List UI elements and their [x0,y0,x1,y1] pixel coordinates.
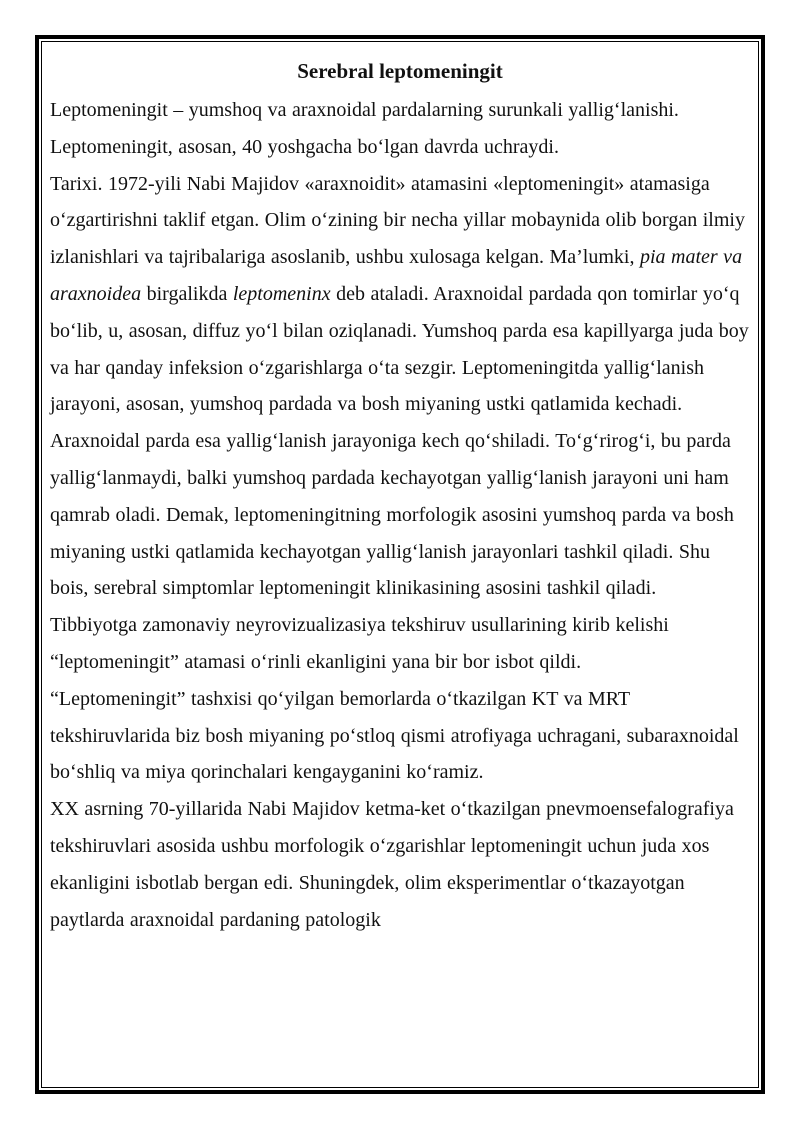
text-run-italic: pia mater va [639,246,743,269]
text-run: “Leptomeningit” tashxisi qoʻyilgan bemorlarda oʻtkazilgan KT va MRT tekshiruvlarida biz bosh miyaning poʻstloq qismi atrofiyaga uchragani, subaraxnoidal boʻshliq va miya qorinchalari kengayganini koʻramiz. [50,687,739,784]
page-border-inner [41,41,759,1088]
text-run: XX asrning 70-yillarida Nabi Majidov ketma-ket oʻtkazilgan pnevmoensefalografiya tekshiruvlari asosida ushbu morfologik oʻzgarishlar leptomeningit uchun juda xos ekanligini isbotlab bergan edi. Shuningdek, olim eksperimentlar oʻtkazayotgan paytlarda araxnoidal pardaning patologik [50,798,734,931]
document-title: Serebral leptomeningit [297,59,503,83]
text-run-italic: leptomeninx [232,282,331,305]
text-run: birgalikda [141,282,233,305]
paragraph [50,92,750,166]
paragraph [50,791,750,938]
text-run-italic: araxnoidea [50,282,142,305]
text-run: deb ataladi. Araxnoidal pardada qon tomirlar yoʻq boʻlib, u, asosan, diffuz yoʻl bilan oziqlanadi. Yumshoq parda esa kapillyarga juda boy va har qanday infeksion oʻzgarishlarga oʻta sezgir. Leptomeningitda yalligʻlanish jarayoni, asosan, yumshoq pardada va bosh miyaning ustki qatlamida kechadi. Araxnoidal parda esa yalligʻlanish jarayoniga kech qoʻshiladi. Toʻgʻrirogʻi, bu parda yalligʻlanmaydi, balki yumshoq pardada kechayotgan yalligʻlanish jarayoni uni ham qamrab oladi. Demak, leptomeningitning morfologik asosini yumshoq parda va bosh miyaning ustki qatlamida kechayotgan yalligʻlanish jarayonlari tashkil qiladi. Shu bois, serebral simptomlar leptomeningit klinikasining asosini tashkil qiladi. [50,282,749,600]
page-border-outer [35,35,765,1094]
text-run: Tibbiyotga zamonaviy neyrovizualizasiya tekshiruv usullarining kirib kelishi “leptomeningit” atamasi oʻrinli ekanligini yana bir bor isbot qildi. [50,614,669,673]
text-run: Leptomeningit – yumshoq va araxnoidal pardalarning surunkali yalligʻlanishi. Leptomeningit, asosan, 40 yoshgacha boʻlgan davrda uchraydi. [50,99,679,158]
document-body [50,92,750,938]
paragraph [50,607,750,681]
paragraph [50,166,750,608]
document-page [42,42,758,948]
paragraph [50,681,750,791]
text-run: Tarixi. 1972-yili Nabi Majidov «araxnoidit» atamasini «leptomeningit» atamasiga oʻzgartirishni taklif etgan. Olim oʻzining bir necha yillar mobaynida olib borgan ilmiy izlanishlari va tajribalariga asoslanib, ushbu xulosaga kelgan. Ma’lumki, [50,172,745,269]
